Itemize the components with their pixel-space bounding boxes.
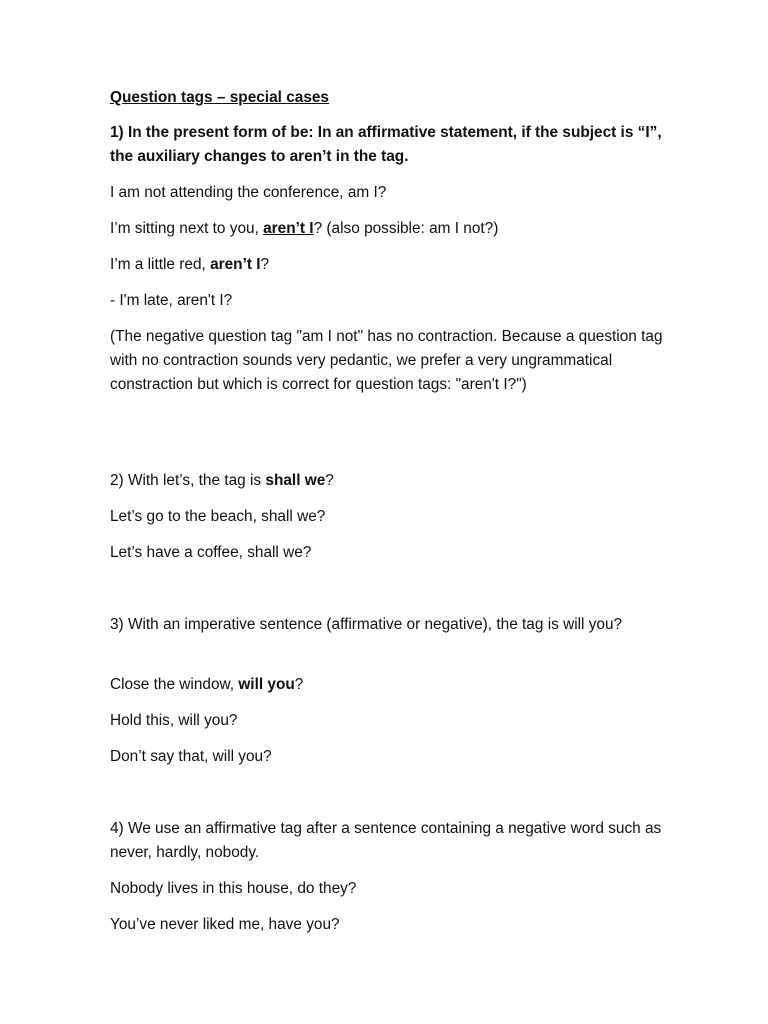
page-title: Question tags – special cases bbox=[110, 89, 329, 106]
section-3-example-3: Don’t say that, will you? bbox=[110, 748, 272, 765]
section-1-example-1: I am not attending the conference, am I? bbox=[110, 184, 387, 201]
question-tag: shall we bbox=[265, 472, 326, 489]
section-2-example-2: Let’s have a coffee, shall we? bbox=[110, 544, 312, 561]
heading-text: 2) With let’s, the tag is bbox=[110, 472, 266, 489]
section-3-example-1 bbox=[110, 673, 670, 697]
section-1-example-4: - I'm late, aren't I? bbox=[110, 292, 233, 309]
example-text: Close the window, bbox=[110, 676, 239, 693]
section-1-example-2 bbox=[110, 217, 670, 241]
example-text: ? bbox=[294, 676, 304, 693]
section-3-heading: 3) With an imperative sentence (affirmative or negative), the tag is will you? bbox=[110, 616, 623, 633]
section-4-heading: 4) We use an affirmative tag after a sentence containing a negative word such as never, hardly, nobody. bbox=[110, 820, 662, 861]
example-text: ? (also possible: am I not?) bbox=[313, 220, 499, 237]
section-2-heading bbox=[110, 469, 670, 493]
example-text: I’m sitting next to you, bbox=[110, 220, 264, 237]
section-2-example-1: Let’s go to the beach, shall we? bbox=[110, 508, 326, 525]
section-1-heading: 1) In the present form of be: In an affirmative statement, if the subject is “I”, the auxiliary changes to aren’t in the tag. bbox=[110, 124, 662, 165]
example-text: I’m a little red, bbox=[110, 256, 211, 273]
example-text: ? bbox=[260, 256, 270, 273]
section-1-note: (The negative question tag "am I not" has no contraction. Because a question tag with no contraction sounds very pedantic, we prefer a very ungrammatical constraction but which is correct for question tags: "aren't I?") bbox=[110, 328, 663, 393]
heading-text: ? bbox=[325, 472, 334, 489]
section-4-example-1: Nobody lives in this house, do they? bbox=[110, 880, 357, 897]
question-tag: will you bbox=[238, 676, 295, 693]
section-1-example-3 bbox=[110, 253, 670, 277]
section-3-example-2: Hold this, will you? bbox=[110, 712, 238, 729]
question-tag: aren’t I bbox=[210, 256, 261, 273]
question-tag: aren’t I bbox=[263, 220, 314, 237]
section-4-example-2: You’ve never liked me, have you? bbox=[110, 916, 340, 933]
